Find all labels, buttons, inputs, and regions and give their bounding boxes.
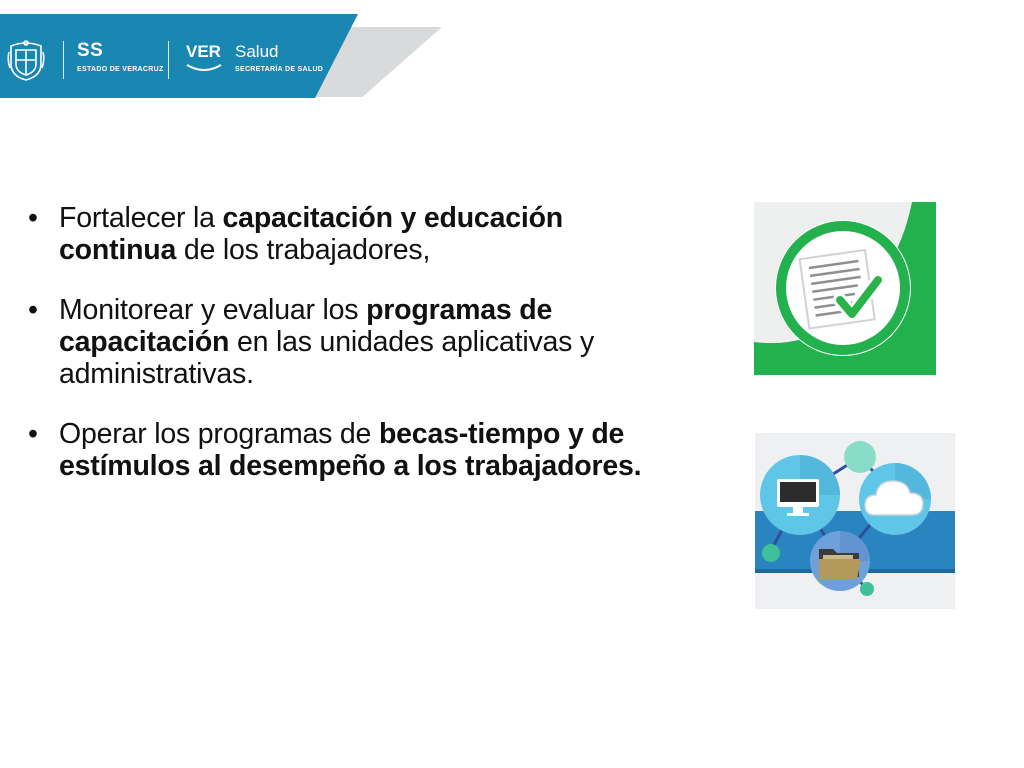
computer-icon xyxy=(760,455,840,535)
cloud-icon xyxy=(859,463,931,535)
smile-arc-icon xyxy=(185,63,223,73)
bullet-list xyxy=(28,202,678,510)
bullet-text: Fortalecer la xyxy=(59,202,223,234)
network-nodes-icon xyxy=(755,433,955,609)
document-check-icon xyxy=(754,202,936,375)
bullet-item xyxy=(28,418,678,482)
bullet-item xyxy=(28,294,678,390)
header-divider xyxy=(63,41,64,79)
bullet-text-bold: programas de capacitación xyxy=(59,294,553,358)
org1-title: SS xyxy=(77,40,104,61)
bullet-text: de los trabajadores, xyxy=(176,234,431,266)
folder-icon xyxy=(810,531,870,591)
bullet-text-bold: becas-tiempo y de estímulos al desempeño a los trabajadores. xyxy=(59,418,642,482)
bullet-text: Monitorear y evaluar los xyxy=(59,294,367,326)
header-divider xyxy=(168,41,169,79)
bullet-marker: • xyxy=(28,202,38,234)
bullet-marker: • xyxy=(28,294,38,326)
org2-subtitle: SECRETARÍA DE SALUD xyxy=(235,66,324,73)
org2-title-bold: VER xyxy=(186,42,221,61)
org1-subtitle: ESTADO DE VERACRUZ xyxy=(77,66,164,73)
bullet-text: Operar los programas de xyxy=(59,418,379,450)
org2-title: Salud xyxy=(235,42,279,61)
bullet-item xyxy=(28,202,678,266)
state-seal-icon xyxy=(7,38,45,82)
bullet-text-bold: capacitación y educación continua xyxy=(59,202,564,266)
header-banner xyxy=(0,14,358,98)
bullet-marker: • xyxy=(28,418,38,450)
bullet-text: en las unidades aplicativas y administrativas. xyxy=(59,326,594,390)
